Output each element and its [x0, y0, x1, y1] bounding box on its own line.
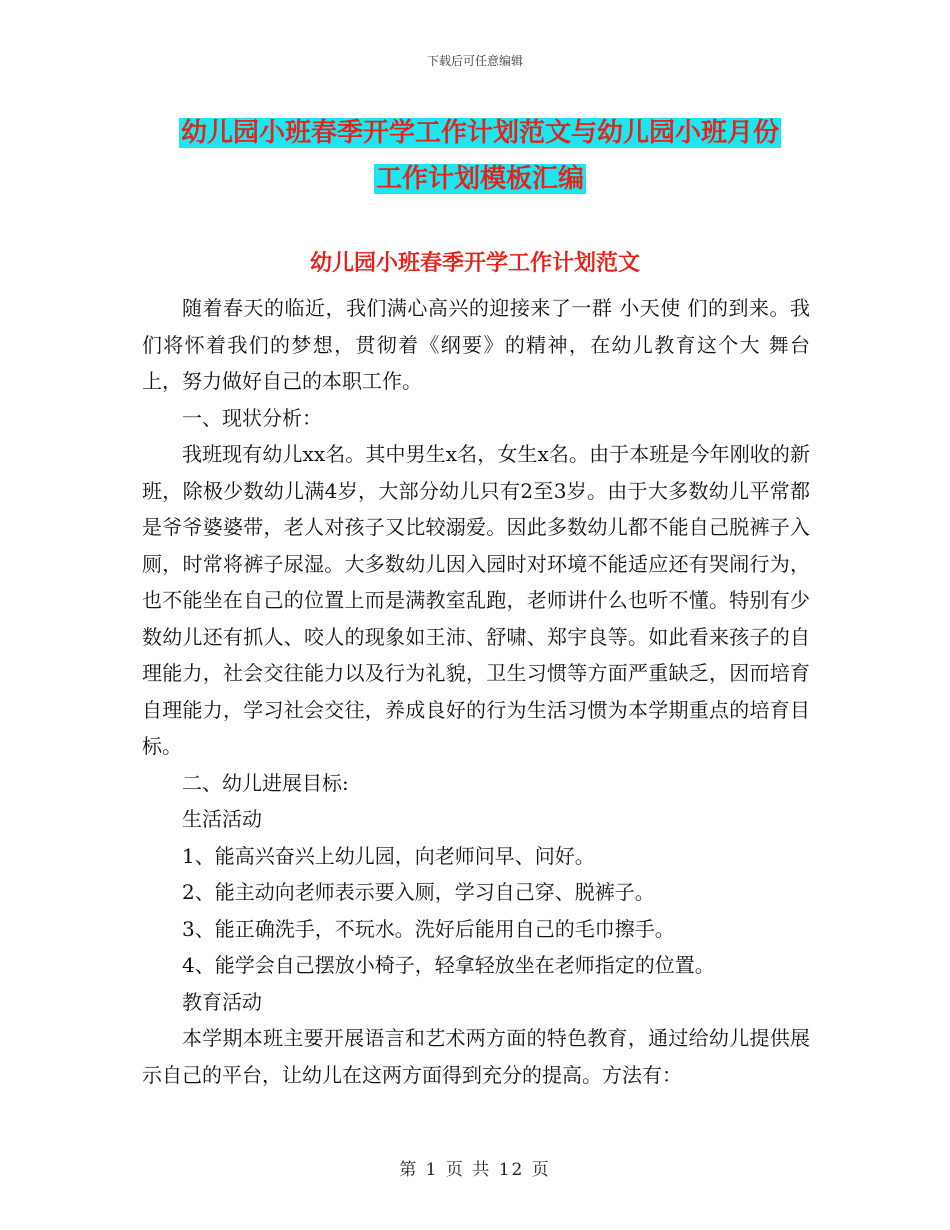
paragraph: 一、现状分析：	[182, 405, 322, 430]
paragraph: 生活活动	[182, 807, 262, 831]
paragraph: 随着春天的临近，我们满心高兴的迎接来了一群 小天使 们的到来。我们将怀着我们的梦想，贯彻着《纲要》的精神，在幼儿教育这个大 舞台 上，努力做好自己的本职工作。	[142, 296, 810, 393]
page-footer: 第 1 页 共 12 页	[399, 1160, 551, 1180]
section-title: 幼儿园小班春季开学工作计划范文	[309, 251, 640, 276]
document-title-line-2: 工作计划模板汇编	[375, 164, 584, 194]
paragraph: 教育活动	[182, 989, 262, 1014]
paragraph: 本学期本班主要开展语言和艺术两方面的特色教育，通过给幼儿提供展示自己的平台，让幼儿在这两方面得到充分的提高。方法有：	[142, 1026, 810, 1087]
document-body	[142, 290, 810, 1093]
list-item: 2、能主动向老师表示要入厕，学习自己穿、脱裤子。	[182, 880, 655, 904]
list-item: 3、能正确洗手，不玩水。洗好后能用自己的毛巾擦手。	[182, 916, 675, 941]
document-title-line-1: 幼儿园小班春季开学工作计划范文与幼儿园小班月份	[180, 118, 779, 148]
paragraph: 我班现有幼儿xx名。其中男生x名，女生x名。由于本班是今年刚收的新班，除极少数幼儿满4岁，大部分幼儿只有2至3岁。由于大多数幼儿平常都是爷爷婆婆带，老人对孩子又比较溺爱。因此多数幼儿都不能自己脱裤子入厕，时常将裤子尿湿。大多数幼儿因入园时对环境不能适应还有哭闹行为，也不能坐在自己的位置上而是满教室乱跑，老师讲什么也听不懂。特别有少数幼儿还有抓人、咬人的现象如王沛、舒啸、郑宇良等。如此看来孩子的自理能力，社会交往能力以及行为礼貌，卫生习惯等方面严重缺乏，因而培育自理能力，学习社会交往，养成良好的行为生活习惯为本学期重点的培育目标。	[142, 442, 810, 758]
header-note: 下载后可任意编辑	[426, 54, 523, 68]
paragraph: 二、幼儿进展目标:	[182, 770, 349, 795]
list-item: 4、能学会自己摆放小椅子，轻拿轻放坐在老师指定的位置。	[182, 953, 715, 977]
list-item: 1、能高兴奋兴上幼儿园，向老师问早、问好。	[182, 843, 595, 868]
document-title	[140, 110, 820, 202]
